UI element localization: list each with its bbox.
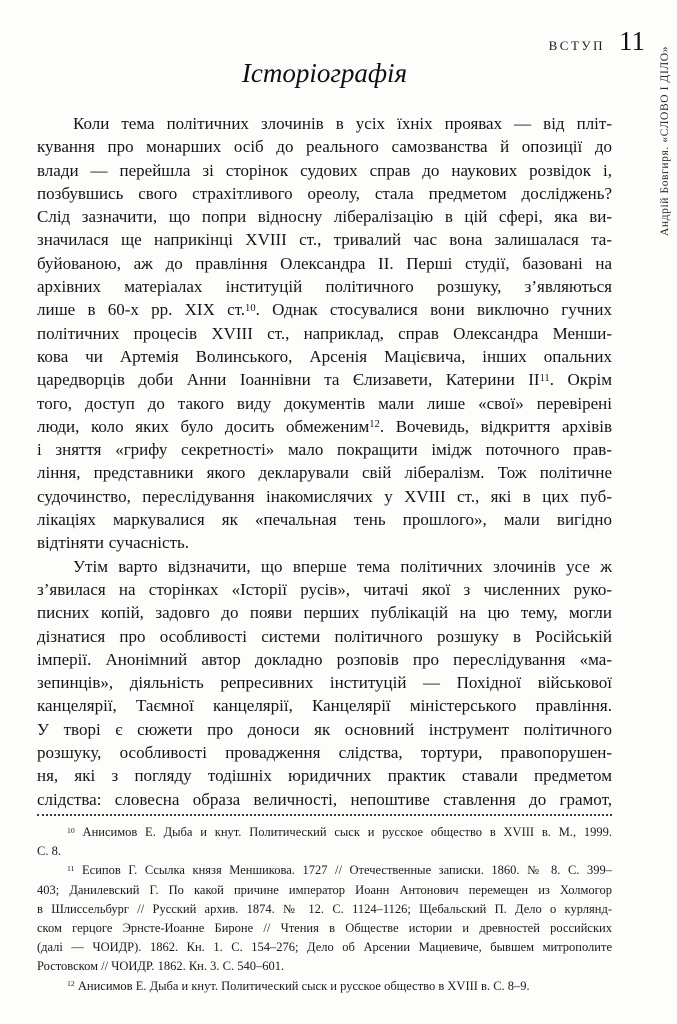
text-line: відтіняти сучасність. — [37, 533, 190, 553]
text-line: буйованою, аж до правління Олександра II. Перші студії, базовані на — [37, 253, 612, 273]
text-line: Утім варто відзначити, що вперше тема політичних злочинів усе ж — [73, 556, 612, 576]
text-line: імперії. Анонімний автор докладно розповів про переслідування «ма- — [37, 649, 612, 669]
text-line: кування про монарших осіб до реального самозванства й опозиції до — [37, 137, 612, 157]
text-line: політичних процесів XVIII ст., наприклад, справ Олександра Менши- — [37, 323, 612, 343]
text-line: люди, коло яких було досить обмеженим$^{12}$. Вочевидь, відкриття архівів — [37, 416, 612, 436]
footnotes — [37, 823, 612, 996]
text-line: Коли тема політичних злочинів в усіх їхніх проявах — від пліт- — [73, 114, 612, 133]
text-line: кова чи Артемія Волинського, Арсенія Мацієвича, інших опальних — [37, 346, 612, 366]
text-line: С. 8. — [37, 844, 61, 859]
chapter-title: Історіографія — [241, 58, 408, 88]
text-line: Слід зазначити, що попри відносну лібералізацію в цій сфері, яка ви- — [37, 207, 612, 227]
running-head — [549, 26, 645, 57]
section-label: ВСТУП — [548, 38, 605, 53]
text-line: 403; Данилевский Г. По какой причине император Иоанн Антонович перемещен из Холмогор — [37, 882, 612, 897]
footnote-marker: 10 — [67, 825, 75, 835]
text-line: $^{10}$ Анисимов Е. Дыба и кнут. Политический сыск и русское общество в XVIII в. М., 1999. — [67, 825, 612, 839]
footnote-marker: 12 — [369, 419, 380, 431]
text-line: позбувшись свого страхітливого ореолу, стала предметом досліджень? — [37, 183, 612, 203]
footnote-marker: 11 — [539, 372, 550, 384]
text-line: лікаціях маркувалися як «печальная тень прошлого», мали вигідно — [37, 510, 612, 530]
text-line: ління, представники якого декларували свій лібералізм. Тож політичне — [37, 463, 612, 483]
text-line: з’явилася на сторінках «Історії русів», читачі якої з численних руко- — [37, 579, 612, 599]
text-line: ском герцоге Эрнсте-Иоанне Бироне // Чтения в Обществе истории и древностей российских — [37, 920, 612, 935]
text-line: влади — перейшла зі сторінок судових справ до наукових розвідок і, — [37, 160, 612, 180]
text-line: і зняття «грифу секретності» мало покращити імідж поточного прав- — [37, 440, 612, 460]
text-line: писних копій, задовго до появи перших публікацій на цю тему, могли — [37, 603, 612, 623]
footnote-marker: 12 — [67, 979, 75, 989]
text-line: значилася ще наприкінці XVIII ст., тривалий час вона залишалася та- — [37, 230, 612, 250]
text-line: в Шлиссельбург // Русский архив. 1874. № 12. С. 1124–1126; Щебальский П. Дело о курлянд- — [37, 901, 612, 916]
text-line: дізнатися про особливості системи політичного розшуку в Російській — [37, 626, 612, 646]
text-line: Ростовском // ЧОИДР. 1862. Кн. 3. С. 540–601. — [37, 959, 285, 974]
text-line: канцелярії, Таємної канцелярії, Канцелярії міністерського правління. — [37, 696, 612, 716]
text-line: розшуку, особливості провадження слідства, тортури, правопорушен- — [37, 743, 612, 763]
margin-running-title: Андрій Бовгиря. «СЛОВО І ДІЛО» — [659, 45, 671, 236]
text-line: судочинство, переслідування інакомислячих у XVIII ст., які в цих пуб- — [37, 486, 612, 506]
text-line: того, доступ до такого виду документів мали лише «свої» перевірені — [37, 393, 612, 413]
text-line: $^{11}$ Есипов Г. Ссылка князя Меншикова. 1727 // Отечественные записки. 1860. № 8. С. 399– — [67, 863, 612, 878]
text-line: ня, які з погляду тодішніх юридичних практик ставали предметом — [37, 766, 612, 786]
footnote-marker: 10 — [245, 302, 256, 314]
body-text — [37, 112, 612, 811]
text-line: царедворців доби Анни Іоаннівни та Єлизавети, Катерини II$^{11}$. Окрім — [37, 370, 612, 390]
text-line: слідства: словесна образа величності, непоштиве ставлення до грамот, — [37, 789, 612, 809]
text-line: У творі є сюжети про доноси як основний інструмент політичного — [37, 719, 612, 739]
text-line: лише в 60-х рр. XIX ст.$^{10}$. Однак стосувалися вони виключно гучних — [37, 300, 612, 320]
footnote-marker: 11 — [67, 863, 75, 873]
footnote-separator — [37, 814, 612, 816]
text-line: $^{12}$ Анисимов Е. Дыба и кнут. Политический сыск и русское общество в XVIII в. С. 8–9. — [67, 978, 530, 993]
text-line: архівних матеріалах інституцій політичного розшуку, з’являються — [37, 277, 612, 297]
page-number: 11 — [619, 26, 645, 56]
text-line: зепинців», діяльність репресивних інституцій — Похідної військової — [37, 673, 612, 693]
text-line: (далі — ЧОИДР). 1862. Кн. 1. С. 154–276; Дело об Арсении Мациевиче, бывшем митрополите — [37, 940, 612, 955]
